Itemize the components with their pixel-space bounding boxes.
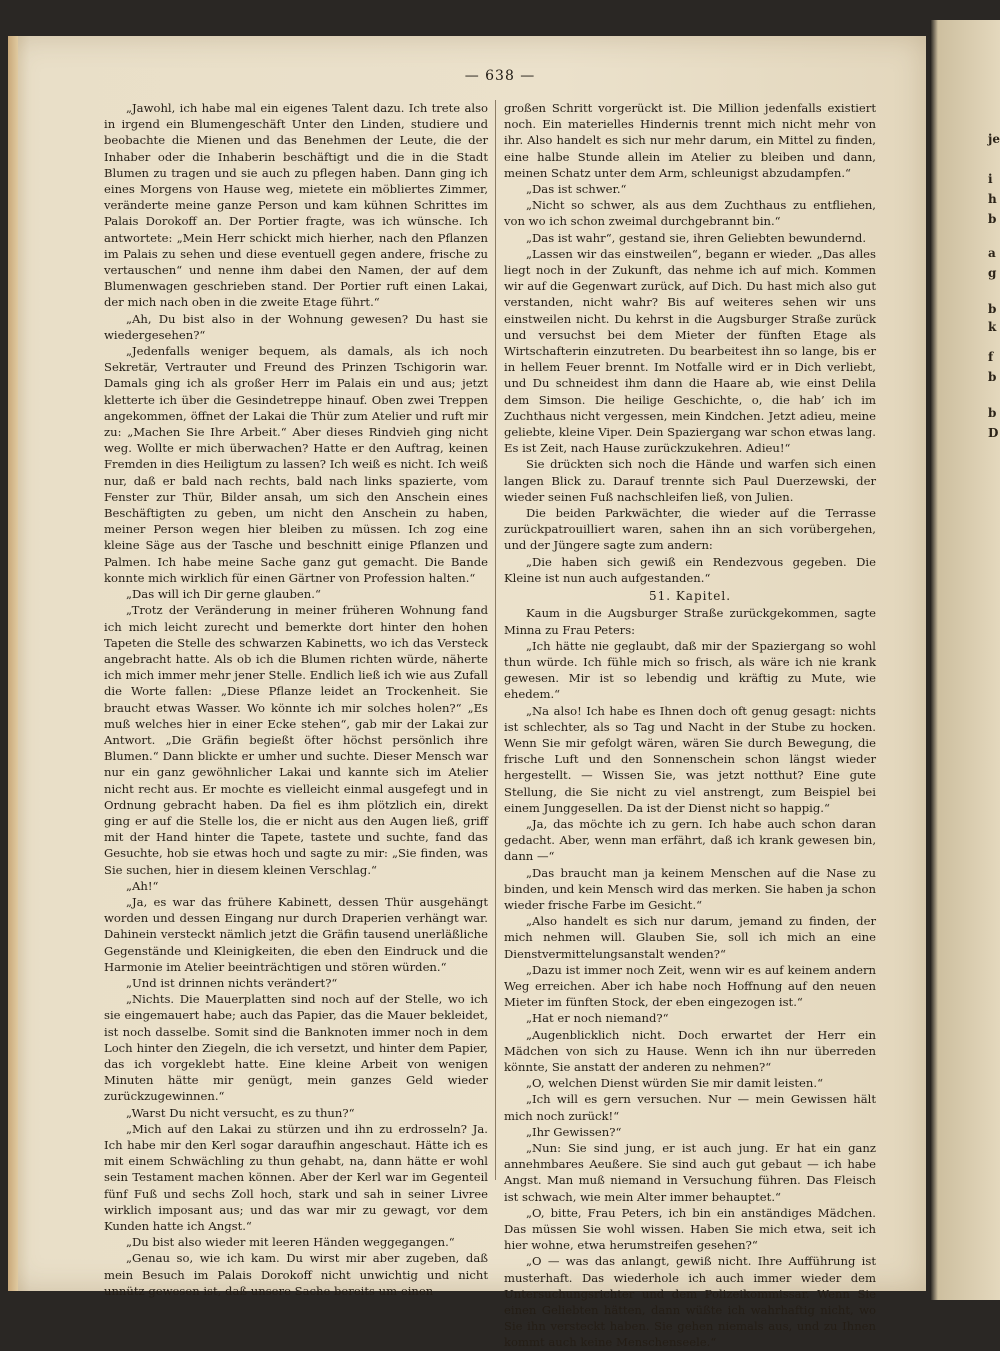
paragraph: „Na also! Ich habe es Ihnen doch oft genug gesagt: nichts ist schlechter, als so Tag und Nacht in der Stube zu hocken. Wenn Sie mir gefolgt wären, wären Sie durch Bewegung, die frische Luft und den Sonnenschein schon längst wieder hergestellt. — Wissen Sie, was jetzt notthut? Eine gute Stellung, die Sie nicht zu viel anstrengt, zum Beispiel bei einem Junggesellen. Da ist der Dienst nicht so happig.“	[504, 703, 876, 815]
left-column	[104, 100, 488, 1299]
right-column	[504, 100, 876, 1351]
paragraph: Die beiden Parkwächter, die wieder auf die Terrasse zurückpatrouilliert waren, sahen ihn an sich vorübergehen, und der Jüngere sagte zum andern:	[504, 506, 876, 553]
paragraph: „Ja, es war das frühere Kabinett, dessen Thür ausgehängt worden und dessen Eingang nur durch Draperien verhängt war. Dahinein versteckt nämlich jetzt die Gräfin tausend unerläßliche Gegenstände und Kleinigkeiten, die eben den Eindruck und die Harmonie im Atelier beeinträchtigen und stören würden.“	[104, 894, 488, 974]
paragraph: „O, welchen Dienst würden Sie mir damit leisten.“	[526, 1076, 823, 1091]
next-page-fragment: g	[988, 266, 997, 280]
paragraph: „Ah!“	[126, 878, 159, 893]
column-divider	[495, 100, 496, 1180]
paragraph: „Mich auf den Lakai zu stürzen und ihn zu erdrosseln? Ja. Ich habe mir den Kerl sogar daraufhin angeschaut. Hätte ich es mit einem Schwächling zu thun gehabt, na, dann hätte er wohl sein Testament machen können. Aber der Kerl war im Gegenteil fünf Fuß und sechs Zoll hoch, stark und sah in seiner Livree wirklich imposant aus; und das war mir zu gewagt, vor dem Kunden hatte ich Angst.“	[104, 1121, 488, 1234]
paragraph: „Ihr Gewissen?“	[526, 1124, 622, 1139]
paragraph: „Das ist wahr“, gestand sie, ihren Geliebten bewundernd.	[526, 230, 867, 245]
paragraph: „Augenblicklich nicht. Doch erwartet der Herr ein Mädchen von sich zu Hause. Wenn ich ihn nur überreden könnte, Sie anstatt der anderen zu nehmen?“	[504, 1027, 876, 1074]
page-number: — 638 —	[464, 68, 536, 84]
paragraph: „Das braucht man ja keinem Menschen auf die Nase zu binden, und kein Mensch wird das merken. Sie haben ja schon wieder frische Farbe im Gesicht.“	[504, 865, 876, 912]
paragraph: „Also handelt es sich nur darum, jemand zu finden, der mich nehmen will. Glauben Sie, soll ich mich an eine Dienstvermittelungsanstalt wenden?“	[504, 914, 876, 961]
next-page-fragment: b	[988, 370, 997, 384]
paragraph: „Du bist also wieder mit leeren Händen weggegangen.“	[126, 1235, 455, 1250]
next-page-fragment: D	[988, 426, 999, 440]
paragraph: „O — was das anlangt, gewiß nicht. Ihre Aufführung ist musterhaft. Das wiederhole ich auch immer wieder dem Untersuchungsrichter und dem Polizeikommissar. Wenn Sie einen Geliebten hätten, dann wüßte ich wahrhaftig nicht, wo Sie ihn versteckt haben. Sie gehen niemals aus, und zu Ihnen kommt auch keine Menschenseele.“	[504, 1254, 876, 1350]
paragraph: „Dazu ist immer noch Zeit, wenn wir es auf keinem andern Weg erreichen. Aber ich habe noch Hoffnung auf den neuen Mieter im fünften Stock, der eben eingezogen ist.“	[504, 962, 876, 1010]
chapter-heading: 51. Kapitel.	[648, 589, 732, 604]
paragraph: „Ich hätte nie geglaubt, daß mir der Spaziergang so wohl thun würde. Ich fühle mich so frisch, als wäre ich nie krank gewesen. Mir ist so lebendig und kräftig zu Mute, wie ehedem.“	[504, 638, 876, 702]
paragraph: „Genau so, wie ich kam. Du wirst mir aber zugeben, daß mein Besuch im Palais Dorokoff nicht unwichtig und nicht unnütz gewesen ist, daß unsere Sache bereits um einen	[104, 1251, 488, 1298]
paragraph: großen Schritt vorgerückt ist. Die Million jedenfalls existiert noch. Ein materielles Hindernis trennt mich nicht mehr von ihr. Also handelt es sich nur mehr darum, ein Mittel zu finden, eine halbe Stunde allein im Atelier zu bleiben und dann, meinen Schatz unter dem Arm, schleunigst abzudampfen.“	[504, 101, 876, 180]
next-page-fragment: i	[988, 172, 993, 186]
paragraph: „Warst Du nicht versucht, es zu thun?“	[126, 1105, 355, 1120]
next-page-fragment: b	[988, 406, 997, 420]
next-page-fragment: k	[988, 320, 997, 334]
paragraph: „Die haben sich gewiß ein Rendezvous gegeben. Die Kleine ist nun auch aufgestanden.“	[504, 554, 876, 585]
next-page-edge	[930, 20, 1000, 1300]
paragraph: „Hat er noch niemand?“	[526, 1011, 669, 1026]
paragraph: „Jedenfalls weniger bequem, als damals, als ich noch Sekretär, Vertrauter und Freund des Prinzen Tschigorin war. Damals ging ich als großer Herr im Palais ein und aus; jetzt kletterte ich über die Gesindetreppe hinauf. Oben zwei Treppen angekommen, öffnet der Lakai die Thür zum Atelier und ruft mir zu: „Machen Sie Ihre Arbeit.“ Aber dieses Rindvieh ging nicht weg. Wollte er mich überwachen? Hatte er den Auftrag, keinen Fremden in dies Heiligtum zu lassen? Ich weiß es nicht. Ich weiß nur, daß er bald nach rechts, bald nach links spazierte, vom Fenster zur Thür, Bilder ansah, um sich den Anschein eines Beschäftigten zu geben, um nicht den Anschein zu haben, meiner Person wegen hier bleiben zu müssen. Ich zog eine kleine Säge aus der Tasche und beschnitt einige Pflanzen und Palmen. Ich habe meine Sache ganz gut gemacht. Die Bande konnte mich wirklich für einen Gärtner von Profession halten.“	[104, 344, 488, 585]
next-page-fragment: h	[988, 192, 997, 206]
paragraph: „Nun: Sie sind jung, er ist auch jung. Er hat ein ganz annehmbares Aeußere. Sie sind auch gut gebaut — ich habe Angst. Man muß niemand in Versuchung führen. Das Fleisch ist schwach, wie mein Alter immer behauptet.“	[504, 1141, 876, 1204]
paragraph: Sie drückten sich noch die Hände und warfen sich einen langen Blick zu. Darauf trennte sich Paul Duerzewski, der wieder seinen Fuß nachschleifen ließ, von Julien.	[504, 457, 876, 504]
page-edge	[8, 36, 18, 1291]
paragraph: „Das will ich Dir gerne glauben.“	[126, 587, 321, 602]
next-page-fragment: a	[988, 246, 996, 260]
paragraph: „Und ist drinnen nichts verändert?“	[126, 975, 338, 990]
paragraph: „Das ist schwer.“	[526, 182, 627, 197]
paragraph: Kaum in die Augsburger Straße zurückgekommen, sagte Minna zu Frau Peters:	[504, 606, 876, 637]
next-page-fragment: f	[988, 350, 994, 364]
paragraph: „O, bitte, Frau Peters, ich bin ein anständiges Mädchen. Das müssen Sie wohl wissen. Haben Sie mich etwa, seit ich hier wohne, etwa herumstreifen gesehen?“	[504, 1205, 876, 1253]
paragraph: „Ich will es gern versuchen. Nur — mein Gewissen hält mich noch zurück!“	[504, 1092, 876, 1123]
paragraph: „Lassen wir das einstweilen“, begann er wieder. „Das alles liegt noch in der Zukunft, das nehme ich auf mich. Kommen wir auf die Gegenwart zurück, auf Dich. Du hast mich also gut verstanden, nicht wahr? Bis auf weiteres sehen wir uns einstweilen nicht. Du kehrst in die Augsburger Straße zurück und versuchst bei dem Mieter der fünften Etage als Wirtschafterin einzutreten. Du bearbeitest ihn so lange, bis er in hellem Feuer brennt. Im Notfalle wird er in Dich verliebt, und Du schneidest ihm dann die Haare ab, wie einst Delila dem Simson. Die heilige Geschichte, o, die hab’ ich im Zuchthaus nicht vergessen, mein Kindchen. Jetzt adieu, meine geliebte, kleine Viper. Dein Spaziergang war schon etwas lang. Es ist Zeit, nach Hause zurückzukehren. Adieu!“	[504, 246, 876, 456]
paragraph: „Nicht so schwer, als aus dem Zuchthaus zu entfliehen, von wo ich schon zweimal durchgebrannt bin.“	[504, 198, 876, 229]
next-page-fragment: b	[988, 212, 997, 226]
next-page-fragment: b	[988, 302, 997, 316]
paragraph: „Trotz der Veränderung in meiner früheren Wohnung fand ich mich leicht zurecht und bemerkte dort hinter den hohen Tapeten die Stelle des schwarzen Kabinetts, wo ich das Versteck angebracht hatte. Als ob ich die Blumen richten würde, näherte ich mich immer mehr jener Stelle. Endlich ließ ich wie aus Zufall die Worte fallen: „Diese Pflanze leidet an Trockenheit. Sie braucht etwas Wasser. Wo könnte ich mir solches holen?“ „Es muß welches hier in einer Ecke stehen“, gab mir der Lakai zur Antwort. „Die Gräfin begießt öfter höchst persönlich ihre Blumen.“ Dann blickte er umher und suchte. Dieser Mensch war nur ein ganz gewöhnlicher Lakai und kannte sich im Atelier nicht recht aus. Er mochte es vielleicht einmal ausgefegt und in Ordnung gebracht haben. Da fiel es ihm plötzlich ein, direkt ging er auf die Stelle los, die er nicht aus den Augen ließ, griff mit der Hand hinter die Tapete, tastete und suchte, fand das Gesuchte, hob sie etwas hoch und sagte zu mir: „Sie finden, was Sie suchen, hier in diesem kleinen Verschlag.“	[104, 603, 488, 877]
paragraph: „Ja, das möchte ich zu gern. Ich habe auch schon daran gedacht. Aber, wenn man erfährt, daß ich krank gewesen bin, dann —“	[504, 816, 876, 864]
paragraph: „Ah, Du bist also in der Wohnung gewesen? Du hast sie wiedergesehen?“	[104, 311, 488, 342]
paragraph: „Jawohl, ich habe mal ein eigenes Talent dazu. Ich trete also in irgend ein Blumengeschäft Unter den Linden, studiere und beobachte die Mienen und das Benehmen der Leute, die der Inhaber oder die Inhaberin beschäftigt und die in die Stadt Blumen zu tragen und sie auch zu pflegen haben. Dann ging ich eines Morgens von Hause weg, mietete ein möbliertes Zimmer, veränderte meine ganze Person und kam kühnen Schrittes im Palais Dorokoff an. Der Portier fragte, was ich wünsche. Ich antwortete: „Mein Herr schickt mich hierher, nach den Pflanzen im Palais zu sehen und diese eventuell gegen andere, frische zu vertauschen“ und nenne ihm dabei den Namen, der auf dem Blumenwagen geschrieben stand. Der Portier ruft einen Lakai, der mich nach oben in die zweite Etage führt.“	[104, 101, 488, 310]
paragraph: „Nichts. Die Mauerplatten sind noch auf der Stelle, wo ich sie eingemauert habe; auch das Papier, das die Mauer bekleidet, ist noch dasselbe. Somit sind die Banknoten immer noch in dem Loch hinter den Ziegeln, die ich versetzt, und hinter dem Papier, das ich vorgeklebt hatte. Eine kleine Arbeit von wenigen Minuten hätte mir genügt, mein ganzes Geld wieder zurückzugewinnen.“	[104, 992, 488, 1104]
next-page-fragment: je	[988, 132, 1000, 146]
